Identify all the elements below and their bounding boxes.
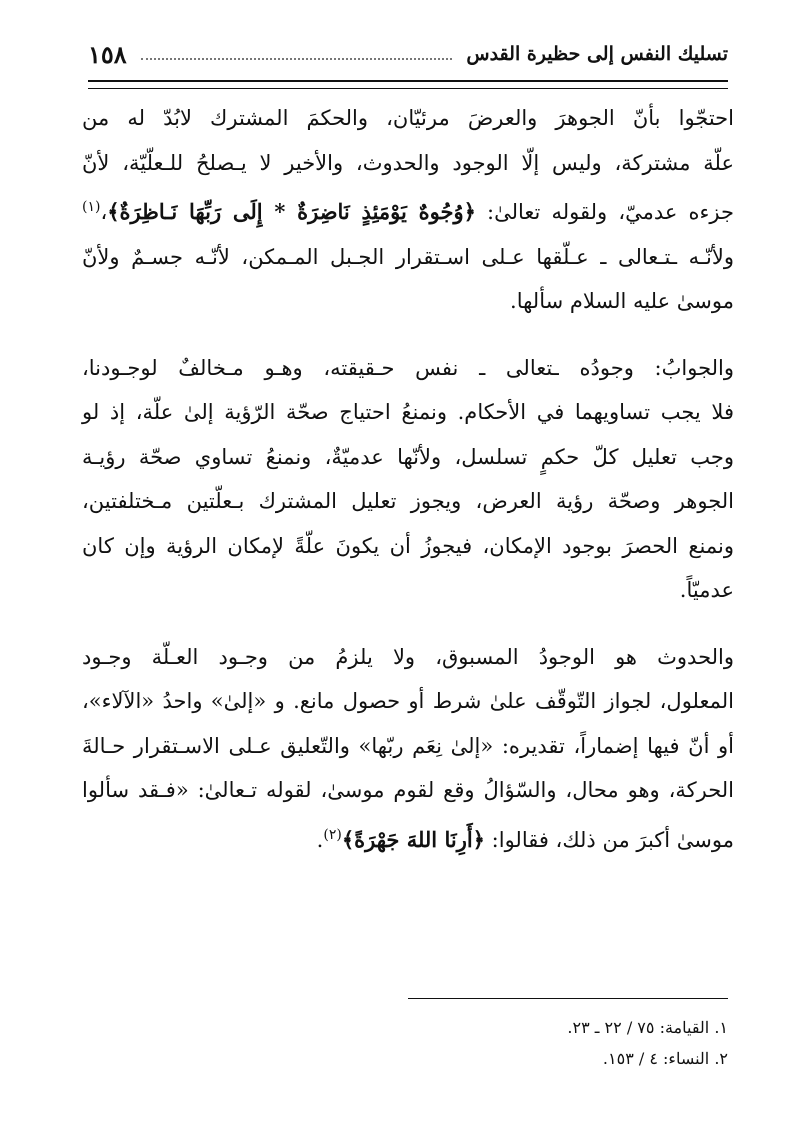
text-line: عدميّاً. — [679, 578, 734, 602]
text-line: أو أنّ فيها إضماراً، تقديره: «إلىٰ نِعَم ربّها» والتّعليق عـلى الاسـتقرار حـالةَ — [82, 733, 734, 758]
text-line: الحركة، وهو محال، والسّؤالُ وقع لقوم موسىٰ، لقوله تـعالىٰ: «فـقد سألوا — [82, 778, 734, 802]
header-dot-leader — [141, 48, 453, 60]
header-double-rule — [88, 80, 728, 89]
text-line: ونمنع الحصرَ بوجود الإمكان، فيجوزُ أن يكونَ علّةً لإمكان الرؤية وإن كان — [82, 533, 734, 558]
running-header — [88, 34, 728, 74]
footnote-separator — [408, 998, 728, 999]
text-line: علّة مشتركة، وليس إلّا الوجود والحدوث، والأخير لا يـصلحُ للـعلّيّة، لأنّ — [82, 150, 734, 175]
text-line — [82, 813, 734, 863]
page-number: ١٥٨ — [88, 39, 127, 69]
book-title: تسليك النفس إلى حظيرة القدس — [466, 43, 728, 65]
text-line: فلا يجب تساويهما في الأحكام. ونمنعُ احتياج صحّة الرّؤية إلىٰ علّة، إذ لو — [82, 400, 734, 424]
text-segment: . — [316, 827, 324, 852]
footnotes — [228, 1012, 728, 1074]
text-line — [82, 185, 734, 235]
text-line: الجوهر وصحّة رؤية العرض، ويجوز تعليل المشترك بـعلّتين مـختلفتين، — [82, 489, 734, 513]
text-line: والجوابُ: وجودُه ـتعالى ـ نفس حـقيقته، وهـو مـخالفٌ لوجـودنا، — [82, 355, 734, 380]
paragraph — [82, 96, 734, 324]
quran-quote: ﴿أَرِنَا اللهَ جَهْرَةً﴾ — [341, 826, 485, 852]
main-text — [82, 96, 734, 884]
text-line: ولأنّـه ـتـعالى ـ عـلّقها عـلى اسـتقرار الجـبل المـمكن، لأنّـه جسـمٌ ولأنّ — [82, 244, 734, 269]
text-segment: موسىٰ أكبرَ من ذلك، فقالوا: — [484, 827, 734, 852]
paragraph — [82, 635, 734, 863]
text-segment: جزءه عدميّ، ولقوله تعالىٰ: — [475, 200, 734, 224]
paragraph — [82, 346, 734, 613]
footnote-item: ١. القيامة: ٧٥ / ٢٢ ـ ٢٣. — [567, 1018, 728, 1037]
text-line: والحدوث هو الوجودُ المسبوق، ولا يلزمُ من وجـود العـلّة وجـود — [82, 644, 734, 669]
text-segment: ، — [100, 200, 108, 224]
footnote-reference: (١) — [82, 199, 101, 215]
text-line: احتجّوا بأنّ الجوهرَ والعرضَ مرئيّان، والحكمَ المشترك لابُدّ له من — [82, 106, 734, 130]
footnote-item: ٢. النساء: ٤ / ١٥٣. — [602, 1049, 728, 1068]
text-line: موسىٰ عليه السلام سألها. — [510, 289, 734, 313]
text-line: المعلول، لجواز التّوقّف علىٰ شرط أو حصول مانع. و «إلىٰ» واحدُ «الآلاء»، — [82, 689, 734, 713]
footnote-reference: (٢) — [323, 826, 342, 843]
quran-quote: ﴿وُجُوهٌ يَوْمَئِذٍ نَاضِرَةٌ * إِلَى رَبِّهَا نَـاظِرَةٌ﴾ — [107, 199, 476, 224]
text-line: وجب تعليل كلّ حكمٍ تسلسل، ولأنّها عدميّةٌ، ونمنعُ تساوي صحّة رؤيـة — [82, 444, 734, 469]
